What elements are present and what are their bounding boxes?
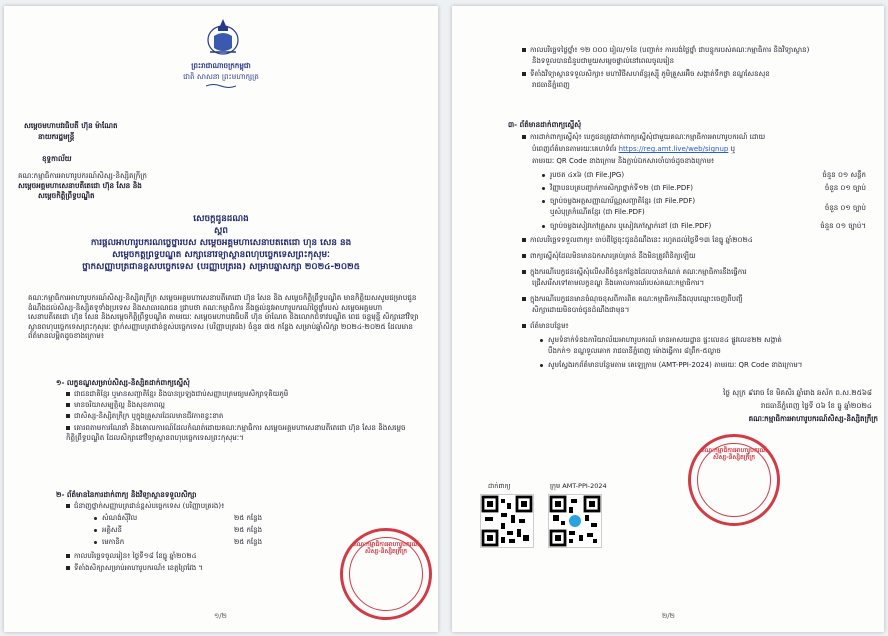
notice-sub: ស្តីពី <box>214 227 228 236</box>
campus-line-2: រាជធានីភ្នំពេញ <box>532 81 570 89</box>
notice-title-2: សម្តេចកិត្តិព្រឹទ្ធបណ្ឌិត សិក្សានៅវិទ្យាស្ថានពហុបច្ចេកទេសព្រះកុសុមៈ <box>112 251 330 260</box>
org-line5: សម្តេចអគ្គមហាសេនាបតីតេជោ ហ៊ុន សែន និង <box>18 181 142 190</box>
qr-code-apply[interactable] <box>480 494 534 548</box>
signup-link[interactable]: https://reg.amt.live/web/signup <box>618 145 729 153</box>
page-number: ១/២ <box>214 612 227 620</box>
doc-item: ច្បាប់ចម្លងសៀវភៅគ្រួសារ ឬសៀវភៅស្នាក់នៅ (ជា File.PDF) <box>542 222 711 231</box>
start-date: កាលបរិច្ឆេទចូលរៀន៖ ថ្ងៃទី១៨ ខែធ្នូ ឆ្នាំ២០២៤ <box>66 552 197 561</box>
kingdom-title: ព្រះរាជាណាចក្រកម្ពុជា <box>191 61 251 70</box>
list-item: ជាជនជាតិខ្មែរ ឬមានសញ្ជាតិខ្មែរ និងបានប្រឡងជាប់សញ្ញាបត្រមធ្យមសិក្សាទុតិយភូមិ <box>66 390 288 399</box>
study-location: ទីតាំងសិក្សាសម្រាប់អាហារូបករណ៍៖ ខេត្តព្រៃវែង ។ <box>66 564 203 573</box>
contact-line: សូមទំនាក់ទំនងការិយាល័យអាហារូបករណ៍ មានអាសយដ្ឋាន ផ្ទះលេខ៤ ផ្លូវលេខ២២ សង្កាត់ <box>540 336 782 345</box>
org-line1: សម្តេចមហាបវរធិបតី ហ៊ុន ម៉ាណែត <box>24 121 118 130</box>
signature-date: រាជធានីភ្នំពេញ ថ្ងៃទី ០៦ ខែ ធ្នូ ឆ្នាំ២០២៤ <box>760 401 872 410</box>
section-2-sub: ជំនាញថ្នាក់សញ្ញាបត្រជាន់ខ្ពស់បច្ចេកទេស (បរិញ្ញាបត្ររង)៖ <box>66 502 224 511</box>
contact-line: សូមស្វែងរកព័ត៌មានបន្ថែមតាម តេឡេក្រាម (AMT-PPI-2024) តាមរយៈ QR Code ខាងក្រោម។ <box>540 361 802 370</box>
doc-item: វិញ្ញាបនបត្របញ្ជាក់ការសិក្សាថ្នាក់ទី១២ (ជា File.PDF) <box>542 184 693 193</box>
qr-code-icon <box>549 495 601 547</box>
field-row: អគ្គិសនី <box>94 526 122 535</box>
apply-line-1: ការដាក់ពាក្យស្នើសុំ៖ បេក្ខជនត្រូវដាក់ពាក្យស្នើសុំជាមួយគណៈកម្មាធិការអាហារូបករណ៍ ដោយ <box>522 133 765 142</box>
field-count: ២៥ កន្លែង <box>234 538 263 546</box>
notice-heading: សេចក្តីជូនដំណឹង <box>193 215 249 224</box>
field-row: សំណង់ស៊ីវិល <box>94 514 137 523</box>
more-info-label: ព័ត៌មានបន្ថែម៖ <box>522 322 569 331</box>
notice-title-3: ថ្នាក់សញ្ញាបត្រជាន់ខ្ពស់បច្ចេកទេស (បរិញ្ញាបត្ររង) សម្រាប់ឆ្នាំសិក្សា ២០២៤-២០២៥ <box>82 263 360 272</box>
doc-item: រូបថត ៤x៦ (ជា File.JPG) <box>542 171 624 180</box>
intro-paragraph: គណៈកម្មាធិការអាហារូបករណ៍សិស្ស-និស្សិតក្រីក្រ សម្តេចអគ្គមហាសេនាបតីតេជោ ហ៊ុន សែន និង សម្តេចកិត្តិព្រឹទ្ធបណ្ឌិត មានកិត្តិយសសូមជម្រាបជូនដំណឹងដល់សិស្ស-និស្សិតទូទាំងប្រទេស និងសាធារណជន ជ្រាបថា គណៈកម្មាធិការ នឹងផ្តល់នូវអាហារូបករណ៍ថ្លៃថ្នាំរបស់ សម្តេចអគ្គមហាសេនាបតីតេជោ ហ៊ុន សែន និងសម្តេចកិត្តិព្រឹទ្ធបណ្ឌិត តាមរយៈ សម្តេចមហាបវរធិបតី ហ៊ុន ម៉ាណែត និងលោកជំទាវបណ្ឌិត ពេជ ចន្ទមុន្នី សិក្សានៅវិទ្យាស្ថានពហុបច្ចេកទេសព្រះកុសុមៈ ថ្នាក់សញ្ញាបត្រជាន់ខ្ពស់បច្ចេកទេស (បរិញ្ញាបត្ររង) ចំនួន ៧៥ កន្លែង សម្រាប់ឆ្នាំសិក្សា ២០២៤-២០២៥ ដែលមានព័ត៌មានលម្អិតដូចខាងក្រោម៖ <box>28 293 419 340</box>
note-line: ក្នុងករណីបេក្ខជនមានចំណុចខុសពីការពិត គណៈកម្មាធិការនឹងលុបឈ្មោះចេញពីបញ្ជី <box>522 295 743 304</box>
signature-org: គណៈកម្មាធិការអាហារូបករណ៍សិស្ស-និស្សិតក្រីក្រ <box>748 414 878 423</box>
doc-qty: ចំនួន ០១ ច្បាប់ <box>824 204 866 212</box>
doc-item-alt: ឬសំបុត្រកំណើតខ្មែរ (ជា File.PDF) <box>550 208 645 216</box>
list-item: គោរពតាមការណែនាំ និងគោលការណ៍ដែលកំណត់ដោយគណៈកម្មាធិការ សម្តេចអគ្គមហាសេនាបតីតេជោ ហ៊ុន សែន និងសម្តេចកិត្តិព្រឹទ្ធបណ្ឌិត ដែលសិក្សានៅវិទ្យាស្ថានពហុបច្ចេកទេសព្រះកុសុមៈ។ <box>66 423 406 442</box>
org-line3: ខុទ្ទកាល័យ <box>42 154 72 163</box>
field-count: ២៥ កន្លែង <box>234 526 263 534</box>
document-page-2 <box>452 6 884 632</box>
doc-qty: ចំនួន ០១ ច្បាប់។ <box>820 222 866 230</box>
apply-line-2: បំពេញព័ត៌មានតាមរយៈគេហទំព័រ https://reg.amt.live/web/signup ឬ <box>532 145 736 153</box>
fee-line-2: និងទទួលបានជំនួបជាមួយសម្តេចផ្ទាល់នៅពេលចូលរៀន <box>532 57 675 65</box>
section-3-heading: ៣- ព័ត៌មានដាក់ពាក្យស្នើសុំ <box>508 120 582 129</box>
list-item: មានចរិយាសម្បត្តិល្អ និងសុខភាពល្អ <box>66 401 165 410</box>
section-2-heading: ២- ព័ត៌មាននៃការដាក់ពាក្យ និងវិទ្យាស្ថានទទួលសិក្សា <box>56 490 197 499</box>
org-line2: នាយករដ្ឋមន្ត្រី <box>38 132 75 141</box>
qr-telegram-label: ក្រុម AMT-PPI-2024 <box>550 482 607 490</box>
page-number: ២/២ <box>662 612 675 620</box>
qr-code-icon <box>481 495 533 547</box>
fee-line: កាលបរិច្ឆេទថ្លៃថ្នាំ៖ ១២ ០០០ រៀល/១ខែ (បញ្ជាក់៖ ការបង់ថ្លៃថ្នាំ ជាបន្ទុករបស់គណៈកម្មាធិការ និងវិទ្យាស្ថាន) <box>522 46 809 55</box>
official-stamp: គណៈកម្មាធិការអាហារូបករណ៍សិស្ស-និស្សិតក្រីក្រ <box>688 434 780 526</box>
section-1-heading: ១- លក្ខខណ្ឌសម្រាប់សិស្ស-និស្សិតដាក់ពាក្យស្នើសុំ <box>56 378 190 387</box>
note-line: ក្នុងករណីបេក្ខជនស្នើសុំលើសពីចំនួនកន្លែងដែលបានកំណត់ គណៈកម្មាធិការនឹងធ្វើការ <box>522 268 747 277</box>
org-line6: សម្តេចកិត្តិព្រឹទ្ធបណ្ឌិត <box>38 191 95 200</box>
note-line-cont: ជ្រើសរើសទៅតាមលក្ខខណ្ឌ និងគោលការណ៍របស់គណៈកម្មាធិការ។ <box>532 279 705 287</box>
campus-line: ទីតាំងវិទ្យាស្ថានទទួលសិក្សា៖ មហាវិថីសហព័ន្ធរុស្ស៊ី ភូមិគ្រួសរអ៊ិច សង្កាត់ទឹកថ្លា ខណ្ឌសែនសុខ <box>522 70 770 79</box>
doc-qty: ចំនួន ០១ សន្លឹក <box>822 171 866 179</box>
signature-date-lunar: ថ្ងៃ សុក្រ ៩រោច ខែ មិគសិរ ឆ្នាំរោង ឆស័ក ព.ស.២៥៦៨ <box>723 388 872 397</box>
kingdom-motto: ជាតិ សាសនា ព្រះមហាក្សត្រ <box>183 72 259 81</box>
deadline-line: កាលបរិច្ឆេទទទួលពាក្យ៖ ចាប់ពីថ្ងៃចុះជូនដំណឹងនេះ រហូតដល់ថ្ងៃទី១៣ ខែធ្នូ ឆ្នាំ២០២៤ <box>522 236 753 245</box>
note-line: ពាក្យស្នើសុំដែលមិនមានឯកសារគ្រប់គ្រាន់ នឹងមិនត្រូវពិនិត្យឡើយ <box>522 252 696 261</box>
list-item: ជាសិស្ស-និស្សិតក្រីក្រ ឬក្នុងគ្រួសារដែលមានជីវភាពខ្វះខាត <box>66 412 223 421</box>
doc-qty: ចំនួន ០១ ច្បាប់ <box>824 184 866 192</box>
doc-item: ច្បាប់ចម្លងអត្តសញ្ញាណប័ណ្ណសញ្ជាតិខ្មែរ (ជា File.PDF) <box>542 197 695 206</box>
org-line4: គណៈកម្មាធិការអាហារូបករណ៍សិស្ស-និស្សិតក្រីក្រ <box>18 171 147 180</box>
royal-emblem-icon <box>202 16 244 58</box>
ornament-divider-icon <box>206 83 236 89</box>
document-page-1 <box>4 6 438 632</box>
qr-apply-label: ដាក់ពាក្យ <box>488 482 511 490</box>
qr-code-telegram[interactable] <box>548 494 602 548</box>
field-count: ២៥ កន្លែង <box>234 514 263 522</box>
apply-line-3: តាមរយៈ QR Code ខាងក្រោម និងភ្ជាប់ឯកសារចាំបាច់ដូចខាងក្រោម៖ <box>532 157 715 165</box>
official-stamp: គណៈកម្មាធិការអាហារូបករណ៍សិស្ស-និស្សិតក្រីក្រ <box>340 528 432 620</box>
notice-title-1: ការផ្តល់អាហារូបករណ៍ថ្លៃថ្នាំរបស់ សម្តេចអគ្គមហាសេនាបតីតេជោ ហ៊ុន សែន និង <box>90 239 352 248</box>
note-line-cont: សិក្សាដោយមិនបាច់ជូនដំណឹងជាមុន។ <box>532 306 630 314</box>
field-row: មេកានិក <box>94 538 124 547</box>
contact-line-cont: បឹងកក់១ ខណ្ឌទួលគោក រាជធានីភ្នំពេញ ម៉ោងធ្វើការ ៨ព្រឹក-៥ល្ងាច <box>548 347 721 355</box>
